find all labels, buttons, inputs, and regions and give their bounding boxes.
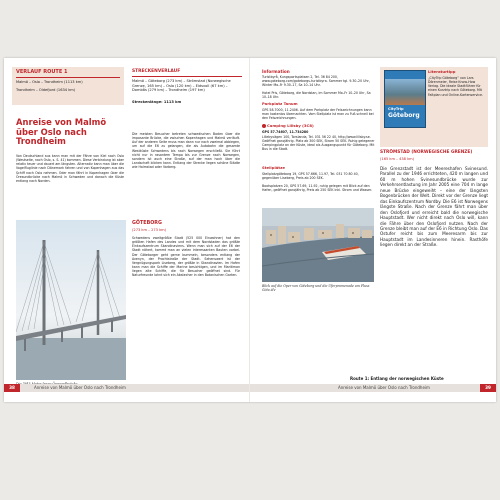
body-col2-b: Schwedens zweitgrößte Stadt (525 000 Einwohner) hat den größten Hafen des Landes und mit dem Nordstaden das größte Einkaufszentrum Skandinaviens. Wenn man sich auf der E6 der Stadt nähert, kommt man an vielen interessanten Bauten vorbei. Der Göteborger geht gerne bummeln, besonders entlang der Avenyn, der Prachtstraße der Stadt. Sehenswert ist der Vergnügungspark Liseberg, der größte in Skandinavien. Im Hafen kann man die Schiffe der Marine besichtigen, und im Maritiman liegen alte Schiffe, die für Besucher geöffnet sind. Für Naturfreunde lohnt sich ein Abstecher in den Botanischen Garten. xyxy=(132,236,240,278)
page-number-right: 39 xyxy=(480,384,496,392)
border-distance: (165 km – 438 km) xyxy=(380,157,415,161)
info-title: Information xyxy=(262,69,290,74)
camping-gps: GPS 57.74607, 11.734280 xyxy=(262,130,309,134)
stats-length: Streckenlänge: 1113 km xyxy=(132,100,182,104)
book-label: CityTrip xyxy=(388,107,404,111)
info-item-1: Turistbyrå, Kungsportsplatsen 2, Tel. 36 84 200, www.goteborg.com/goteborgs-turistbyra. Sommer tgl. 9.30–20 Uhr, Winter Mo–Fr 9.30–17, Sa 10–14 Uhr. xyxy=(262,75,370,88)
tip-title: Literaturtipp xyxy=(428,69,456,74)
oresund-bridge-illustration xyxy=(16,220,126,380)
goteborg-city-illustration xyxy=(262,208,374,282)
body-col2-a: Die meisten Besucher betreten schwedischen Boden über die imposante Brücke, die zwischen Kopenhagen und Malmö verläuft. Auf der anderen Seite muss man dann nur noch zweimal abbiegen, um auf die E6 zu gelangen, die als Autobahn die gesamte Westküste Schwedens bis nach Norwegen erschließt. Sie führt nicht nur in rasantem Tempo bis zur Grenze nach Norwegen, sondern ist auch eine Straße, auf der man hoch über die Landschaft blicken kann. Entlang der Strecke liegen schöne Städte wie Halmstad oder Varberg. xyxy=(132,132,240,170)
camping-icon xyxy=(262,124,266,128)
route-box-title: VERLAUF ROUTE 1 xyxy=(16,69,68,75)
footer-text-right-b: Anreise von Malmö über Oslo nach Trondheim xyxy=(338,385,430,390)
info-item-2: Hotel Pris, Göteborg, die Nordstan, im Sommer Mo–Fr 10–20 Uhr, Sa 10–18 Uhr. xyxy=(262,91,371,100)
book-title: Göteborg xyxy=(388,112,420,119)
stats-title: STRECKENVERLAUF xyxy=(132,69,181,74)
goteborg-distance: (273 km – 273 km) xyxy=(132,228,167,232)
section-heading: Anreise von Malmö über Oslo nach Trondheim xyxy=(16,117,107,147)
body-col1: Von Deutschland aus kann man mit der Fähre von Kiel nach Oslo (Westseite, nach Oslo, s. S. 41) kommen. Diese Verbindung ist aber relativ teuer und dauert am längsten. Alternativ kann man über die Vogelfluglinie nach Dänemark fahren und von Kopenhagen aus das Schiff nach Oslo nehmen. Oder man fährt in Kopenhagen über die Öresundbrücke nach Malmö in Schweden und danach die Küste entlang nach Norden. xyxy=(16,154,124,183)
goteborg-photo xyxy=(262,208,374,282)
camping-title-text: Camping Lillsby (3C8) xyxy=(267,123,314,128)
page-number-left: 38 xyxy=(4,384,20,392)
stats-route: Malmö – Göteborg (273 km) – Strömstad (Norwegische Grenze, 165 km) – Oslo (120 km) – Eidsvoll (67 km) – Dombås (279 km) – Trondheim (197 km) xyxy=(132,79,231,93)
camping-text: Lillebyvägen 100, Torslanda, Tel. 031 56 22 40, http://www.lillsby.se. Geöffnet ganzjährig. Platz ab 300 SEK, Strom 50 SEK. Ruhig gelegener Campingplatz an der Küste, ideal als Ausgangspunkt für Göteborg. Mit Bus in die Stadt. xyxy=(262,135,375,152)
city-photo-caption: Blick auf die Oper von Göteborg und die Uferpromenade am Fluss Göta älv xyxy=(262,284,370,293)
route-box-rule xyxy=(16,77,120,78)
stellplatz-title: Stellplätze xyxy=(262,165,285,170)
book-photo xyxy=(385,79,425,105)
route-item-1: Malmö – Oslo – Trondheim (1113 km) xyxy=(16,80,83,84)
parking-text: GPS 58.7000, 11.2406. Auf dem Parkplatz der Felszeichnungen kann man kostenlos übernachten. Vom Stellplatz ist man zu Fuß schnell bei den Felszeichnungen. xyxy=(262,108,374,121)
parking-title: Parkplatz Tanum xyxy=(262,101,298,106)
tip-text: „CityTrip Göteborg“ von Lars Dörenmeier, Reise Know-How Verlag. Die ideale Stadtführer für einen Kurztrip nach Göteborg. Mit Faltplan und Online-Kartenservice. xyxy=(428,76,483,97)
right-page xyxy=(250,58,496,402)
goteborg-heading: GÖTEBORG xyxy=(132,221,162,226)
stats-rule xyxy=(132,76,242,77)
left-page xyxy=(4,58,250,402)
route-item-2: Trondheim – Oldefjord (1634 km) xyxy=(16,88,76,92)
border-text: Die Grenzstadt ist der Meereshafen Svinesund. Parallel zu der 1946 errichteten, 420 m langen und 60 m hohen Svinesundbrücke wurde zur Verkehrsentlastung im Jahr 2005 eine 704 m lange neue Brücke eingeweiht – eine der längsten Bogenbrücken der Welt. Direkt vor der Grenze liegt das Einkaufszentrum Nordby. Die E6 ist Norwegens längste Straße. Nach der Grenze fährt man über den Oslofjord und erreicht bald die norwegische Hauptstadt. Wer nicht direkt nach Oslo will, kann die Fähre über den Oslofjord nutzen. Nach der Grenze bleibt man auf der E6 in Richtung Oslo. Das Ostufer reicht bis zum Meeresarm bis zur Hauptstadt im Landesinneren hinein. Rasthöfe liegen direkt an der Straße. xyxy=(380,166,488,248)
stellplatz-item-1: Stellplatzgöteborg 19, GPS 57.666, 11.97, Tel. 031 70 80 40, gegenüber Liseberg, Preis ab 200 SEK. xyxy=(262,172,359,181)
border-heading: STRÖMSTAD (NORWEGISCHE GRENZE) xyxy=(380,150,473,155)
camping-title xyxy=(262,124,314,129)
book-spread xyxy=(4,58,496,402)
footer-text-left: Anreise von Malmö über Oslo nach Trondheim xyxy=(34,385,126,390)
book-cover xyxy=(384,70,426,128)
footer-text-right-a: Route 1: Entlang der norwegischen Küste xyxy=(350,376,444,381)
bridge-photo xyxy=(16,220,126,380)
stellplatz-item-2: Bootsplatzen 20, GPS 57.69, 11.92, ruhig gelegen mit Blick auf den Hafen, geöffnet ganzjährig, Preis ab 250 SEK inkl. Strom und Wasser. xyxy=(262,184,373,193)
